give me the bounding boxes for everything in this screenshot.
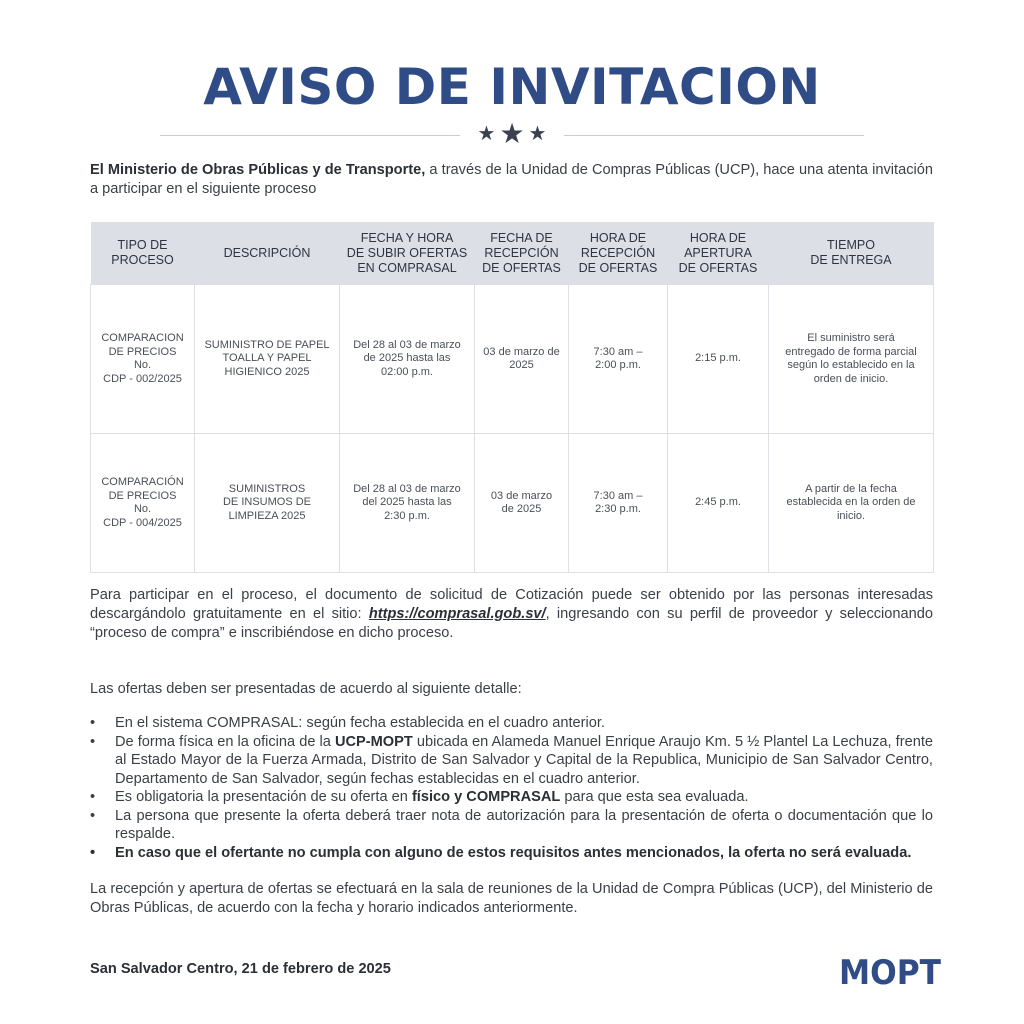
header-descripcion: DESCRIPCIÓN [195,222,340,285]
title-divider [160,118,864,149]
bullet-icon: • [90,789,96,805]
logo-text: MOPT [839,953,942,989]
cell-fecha-recepcion: 03 de marzo de 2025 [475,434,569,573]
header-fecha-subir: FECHA Y HORA DE SUBIR OFERTAS EN COMPRASAL [340,222,475,285]
header-hora-recepcion: HORA DE RECEPCIÓN DE OFERTAS [569,222,668,285]
participation-paragraph [90,586,933,643]
requirement-text: Es obligatoria la presentación de su oferta en [115,789,412,805]
cell-descripcion: SUMINISTRO DE PAPEL TOALLA Y PAPEL HIGIENICO 2025 [195,285,340,434]
cell-hora-apertura: 2:45 p.m. [668,434,769,573]
cell-tipo-proceso: COMPARACIÓN DE PRECIOS No. CDP - 004/2025 [91,434,195,573]
page-title: AVISO DE INVITACION [203,58,821,116]
intro-text: a través de la Unidad de Compras Públicas (UCP), hace una atenta invitación a participar en el siguiente proceso [90,162,933,197]
cell-fecha-recepcion: 03 de marzo de 2025 [475,285,569,434]
list-item [90,788,933,807]
ministry-name: El Ministerio de Obras Públicas y de Transporte, [90,162,426,178]
cell-tipo-proceso: COMPARACION DE PRECIOS No. CDP - 002/2025 [91,285,195,434]
closing-paragraph: La recepción y apertura de ofertas se efectuará en la sala de reuniones de la Unidad de Compra Públicas (UCP), del Ministerio de Obras Públicas, de acuerdo con la fecha y horario indicados anteriormente. [90,881,933,916]
star-icon: ★ [528,123,547,145]
header-hora-apertura: HORA DE APERTURA DE OFERTAS [668,222,769,285]
cell-hora-recepcion: 7:30 am – 2:00 p.m. [569,285,668,434]
bullet-icon: • [90,733,96,750]
table-header-row [91,222,934,285]
list-item [90,733,933,789]
offers-intro: Las ofertas deben ser presentadas de acuerdo al siguiente detalle: [90,681,522,697]
star-icon: ★ [477,123,496,145]
list-item [90,807,933,844]
list-item [90,714,933,733]
list-item [90,844,933,863]
requirement-text: ubicada en Alameda Manuel Enrique Araujo Km. 5 ½ Plantel La Lechuza, frente al Estado Mayor de la Fuerza Armada, Distrito de San Salvador y Capital de la Republica, Municipio de San Salvador Centro, Departamento de San Salvador, según fechas establecidas en el cuadro anterior. [115,733,933,787]
requirements-list [90,714,933,862]
table-row [91,285,934,434]
bullet-icon: • [90,715,96,731]
star-icon: ★ [499,118,525,149]
bullet-icon: • [90,844,96,861]
bullet-icon: • [90,807,96,824]
requirement-text: En el sistema COMPRASAL: según fecha establecida en el cuadro anterior. [115,715,605,731]
header-fecha-recepcion: FECHA DE RECEPCIÓN DE OFERTAS [475,222,569,285]
requirement-text: La persona que presente la oferta deberá traer nota de autorización para la presentación de oferta o documentación que lo respalde. [115,807,933,842]
cell-hora-recepcion: 7:30 am – 2:30 p.m. [569,434,668,573]
mopt-logo [838,953,942,989]
requirement-text: De forma física en la oficina de la [115,733,335,750]
cell-fecha-subir: Del 28 al 03 de marzo de 2025 hasta las 02:00 p.m. [340,285,475,434]
header-tiempo-entrega: TIEMPO DE ENTREGA [769,222,934,285]
requirement-warning: En caso que el ofertante no cumpla con alguno de estos requisitos antes mencionados, la oferta no será evaluada. [115,844,912,861]
cell-fecha-subir: Del 28 al 03 de marzo del 2025 hasta las 2:30 p.m. [340,434,475,573]
comprasal-link[interactable]: https://comprasal.gob.sv/ [368,606,546,622]
requirement-emphasis: físico y COMPRASAL [411,789,561,805]
stars-ornament [160,118,864,149]
participation-text-after: , ingresando con su perfil de proveedor y seleccionando “proceso de compra” e inscribiéndose en dicho proceso. [90,606,933,641]
process-table [90,222,934,573]
cell-tiempo-entrega: A partir de la fecha establecida en la orden de inicio. [769,434,934,573]
participation-text: Para participar en el proceso, el documento de solicitud de Cotización puede ser obtenido por las personas interesadas descargándolo gratuitamente en el sitio: [90,587,933,622]
cell-hora-apertura: 2:15 p.m. [668,285,769,434]
table-row [91,434,934,573]
cell-tiempo-entrega: El suministro será entregado de forma parcial según lo establecido en la orden de inicio. [769,285,934,434]
header-tipo-proceso: TIPO DE PROCESO [91,222,195,285]
intro-paragraph [90,161,933,199]
cell-descripcion: SUMINISTROS DE INSUMOS DE LIMPIEZA 2025 [195,434,340,573]
footer-date: San Salvador Centro, 21 de febrero de 2025 [90,961,391,977]
requirement-text: para que esta sea evaluada. [560,789,749,805]
office-name: UCP-MOPT [334,733,413,750]
